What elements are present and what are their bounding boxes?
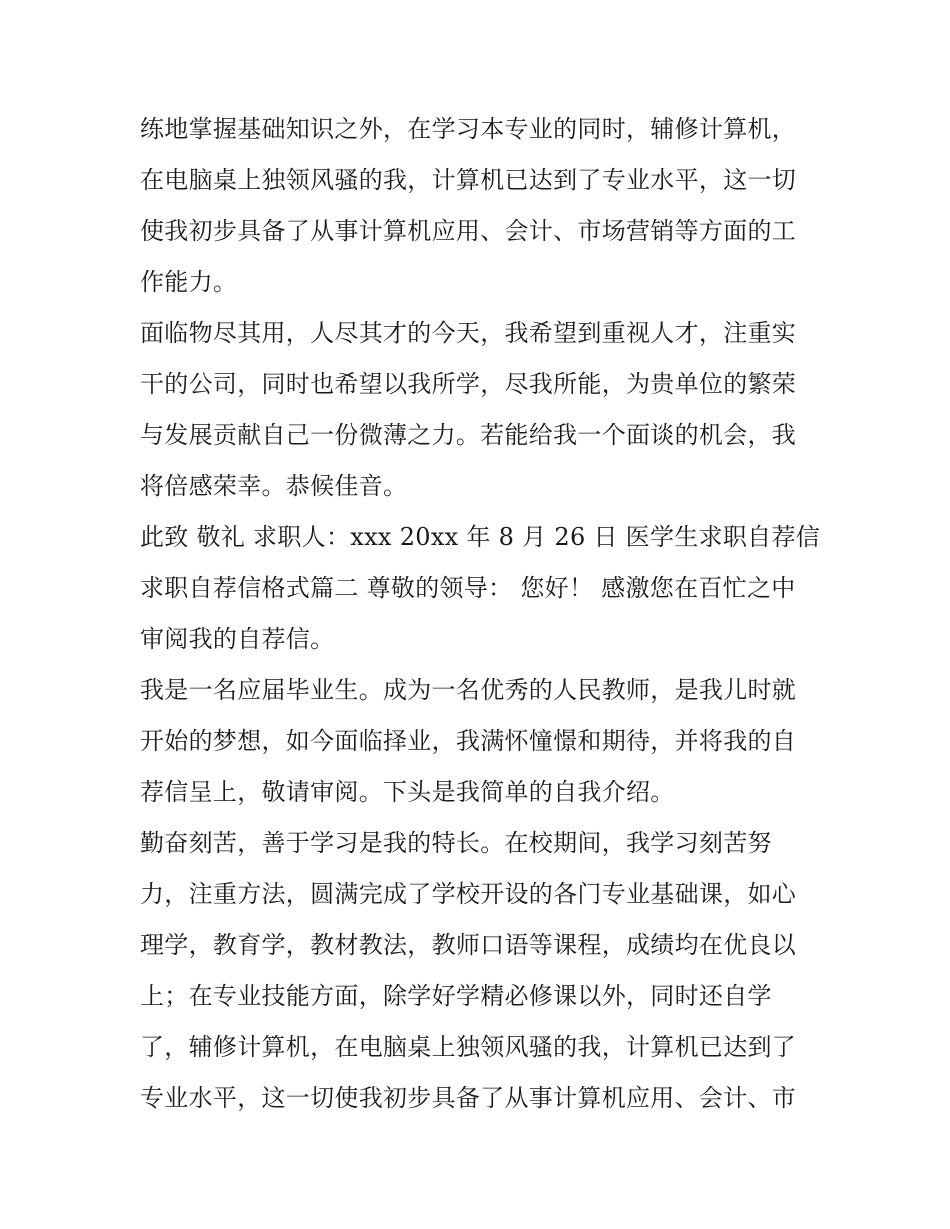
- text-line: 作能力。: [140, 268, 238, 296]
- text-line: 勤奋刻苦，善于学习是我的特长。在校期间，我学习刻苦努: [140, 829, 772, 857]
- text-line: 我是一名应届毕业生。成为一名优秀的人民教师，是我儿时就: [140, 676, 797, 704]
- text-line: 干的公司，同时也希望以我所学，尽我所能，为贵单位的繁荣: [140, 370, 797, 398]
- text-line: 求职自荐信格式篇二 尊敬的领导： 您好！ 感激您在百忙之中: [140, 574, 796, 602]
- text-line: 理学，教育学，教材教法，教师口语等课程，成绩均在优良以: [140, 931, 797, 959]
- text-line: 将倍感荣幸。恭候佳音。: [140, 472, 408, 500]
- text-line: 了，辅修计算机，在电脑桌上独领风骚的我，计算机已达到了: [140, 1033, 797, 1061]
- document-body: [140, 104, 820, 1124]
- text-line: 练地掌握基础知识之外，在学习本专业的同时，辅修计算机，: [140, 115, 797, 143]
- text-line: 与发展贡献自己一份微薄之力。若能给我一个面谈的机会，我: [140, 421, 797, 449]
- text-line: 在电脑桌上独领风骚的我，计算机已达到了专业水平，这一切: [140, 166, 797, 194]
- text-line: 上；在专业技能方面，除学好学精必修课以外，同时还自学: [140, 982, 772, 1010]
- text-line: 审阅我的自荐信。: [140, 625, 335, 653]
- text-line: 专业水平，这一切使我初步具备了从事计算机应用、会计、市: [140, 1084, 797, 1112]
- text-line: 力，注重方法，圆满完成了学校开设的各门专业基础课，如心: [140, 880, 797, 908]
- text-line: 荐信呈上，敬请审阅。下头是我简单的自我介绍。: [140, 778, 675, 806]
- text-line: 此致 敬礼 求职人：xxx 20xx 年 8 月 26 日 医学生求职自荐信: [140, 523, 821, 551]
- text-line: 面临物尽其用，人尽其才的今天，我希望到重视人才，注重实: [140, 319, 797, 347]
- text-line: 使我初步具备了从事计算机应用、会计、市场营销等方面的工: [140, 217, 797, 245]
- text-line: 开始的梦想，如今面临择业，我满怀憧憬和期待，并将我的自: [140, 727, 797, 755]
